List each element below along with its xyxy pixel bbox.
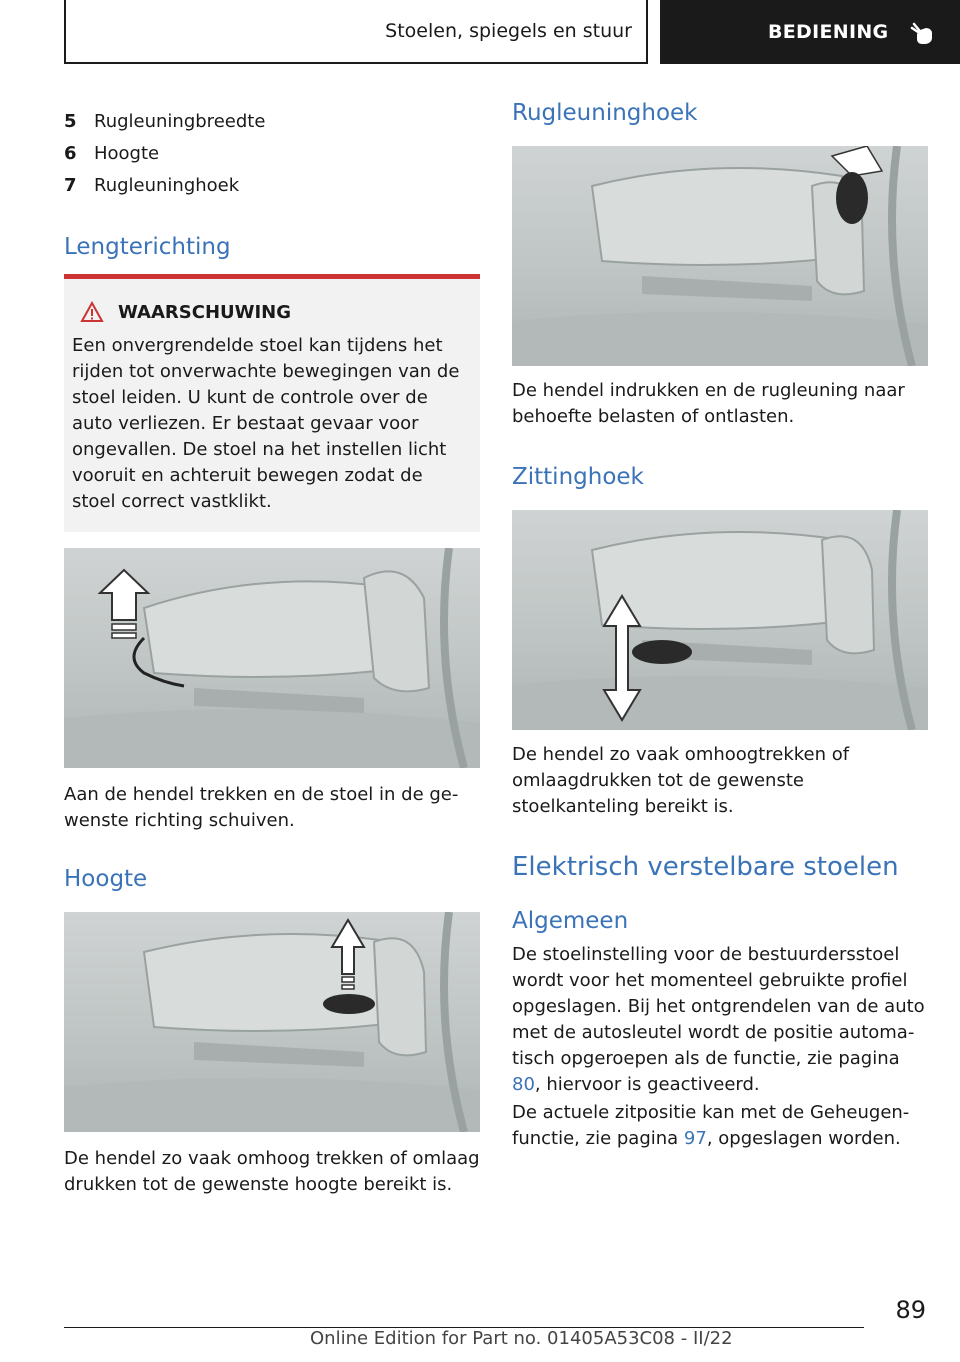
section-title-rugleuninghoek: Rugleuninghoek — [512, 100, 698, 126]
seat-image-zittinghoek — [512, 510, 928, 730]
warning-title: WAARSCHUWING — [118, 301, 292, 323]
paragraph-text: , hiervoor is geactiveerd. — [534, 1074, 760, 1095]
list-item — [64, 106, 480, 138]
warning-triangle-icon — [80, 301, 104, 323]
seat-image-lengterichting — [64, 548, 480, 768]
section-title-elektrisch: Elektrisch verstelbare stoelen — [512, 852, 899, 882]
section-title-lengterichting: Lengterichting — [64, 234, 231, 260]
warning-text: Een onvergrendelde stoel kan tijdens het rijden tot onverwachte bewegingen van de stoel leiden. U kunt de controle over de auto verliezen. Er bestaat gevaar voor ongevallen. De stoel na het instellen licht vooruit en achteruit bewegen zodat de stoel correct vastklikt. — [72, 335, 460, 512]
list-item — [64, 170, 480, 202]
caption-rugleuninghoek: De hendel indrukken en de rugleuning naar behoefte belasten of ontlasten. — [512, 380, 905, 427]
header-chapter — [660, 0, 960, 64]
seat-image-hoogte — [64, 912, 480, 1132]
section-title-zittinghoek: Zittinghoek — [512, 464, 644, 490]
page-link-80[interactable]: 80 — [512, 1074, 535, 1095]
left-column — [64, 106, 480, 202]
list-item-label: Rugleuningbreedte — [94, 111, 266, 132]
section-title-hoogte: Hoogte — [64, 866, 148, 892]
hand-pointer-icon — [910, 18, 936, 46]
header-section — [64, 0, 648, 64]
list-item-number: 6 — [64, 143, 77, 164]
subsection-title-algemeen: Algemeen — [512, 908, 629, 934]
list-item-label: Hoogte — [94, 143, 160, 164]
paragraph-text: De actuele zitpositie kan met de Geheugenfunctie, zie pagina — [512, 1102, 910, 1149]
paragraph-text: , opgeslagen worden. — [706, 1128, 901, 1149]
caption-zittinghoek: De hendel zo vaak omhoogtrekken of omlaagdrukken tot de gewenste stoelkanteling bereikt is. — [512, 744, 850, 817]
warning-box — [64, 274, 480, 532]
list-item — [64, 138, 480, 170]
list-item-label: Rugleuninghoek — [94, 175, 240, 196]
footer-edition: Online Edition for Part no. 01405A53C08 - II/22 — [310, 1328, 733, 1349]
list-item-number: 5 — [64, 111, 77, 132]
paragraph-text: De stoelinstelling voor de bestuurdersstoel wordt voor het momenteel gebruikte profiel opgeslagen. Bij het ontgrendelen van de auto met de autosleutel wordt de positie automatisch opgeroepen als de functie, zie pagina — [512, 944, 925, 1069]
caption-lengterichting: Aan de hendel trekken en de stoel in de gewenste richting schuiven. — [64, 784, 459, 831]
warning-header — [72, 301, 470, 323]
caption-hoogte: De hendel zo vaak omhoog trekken of omlaag drukken tot de gewenste hoogte bereikt is. — [64, 1148, 480, 1195]
list-item-number: 7 — [64, 175, 77, 196]
page-link-97[interactable]: 97 — [683, 1128, 707, 1149]
header-chapter-title: BEDIENING — [768, 21, 889, 43]
header-section-title: Stoelen, spiegels en stuur — [385, 20, 632, 42]
seat-image-rugleuninghoek — [512, 146, 928, 366]
paragraph-algemeen-2 — [512, 1100, 928, 1152]
paragraph-algemeen-1 — [512, 942, 928, 1098]
page-number: 89 — [895, 1296, 926, 1324]
